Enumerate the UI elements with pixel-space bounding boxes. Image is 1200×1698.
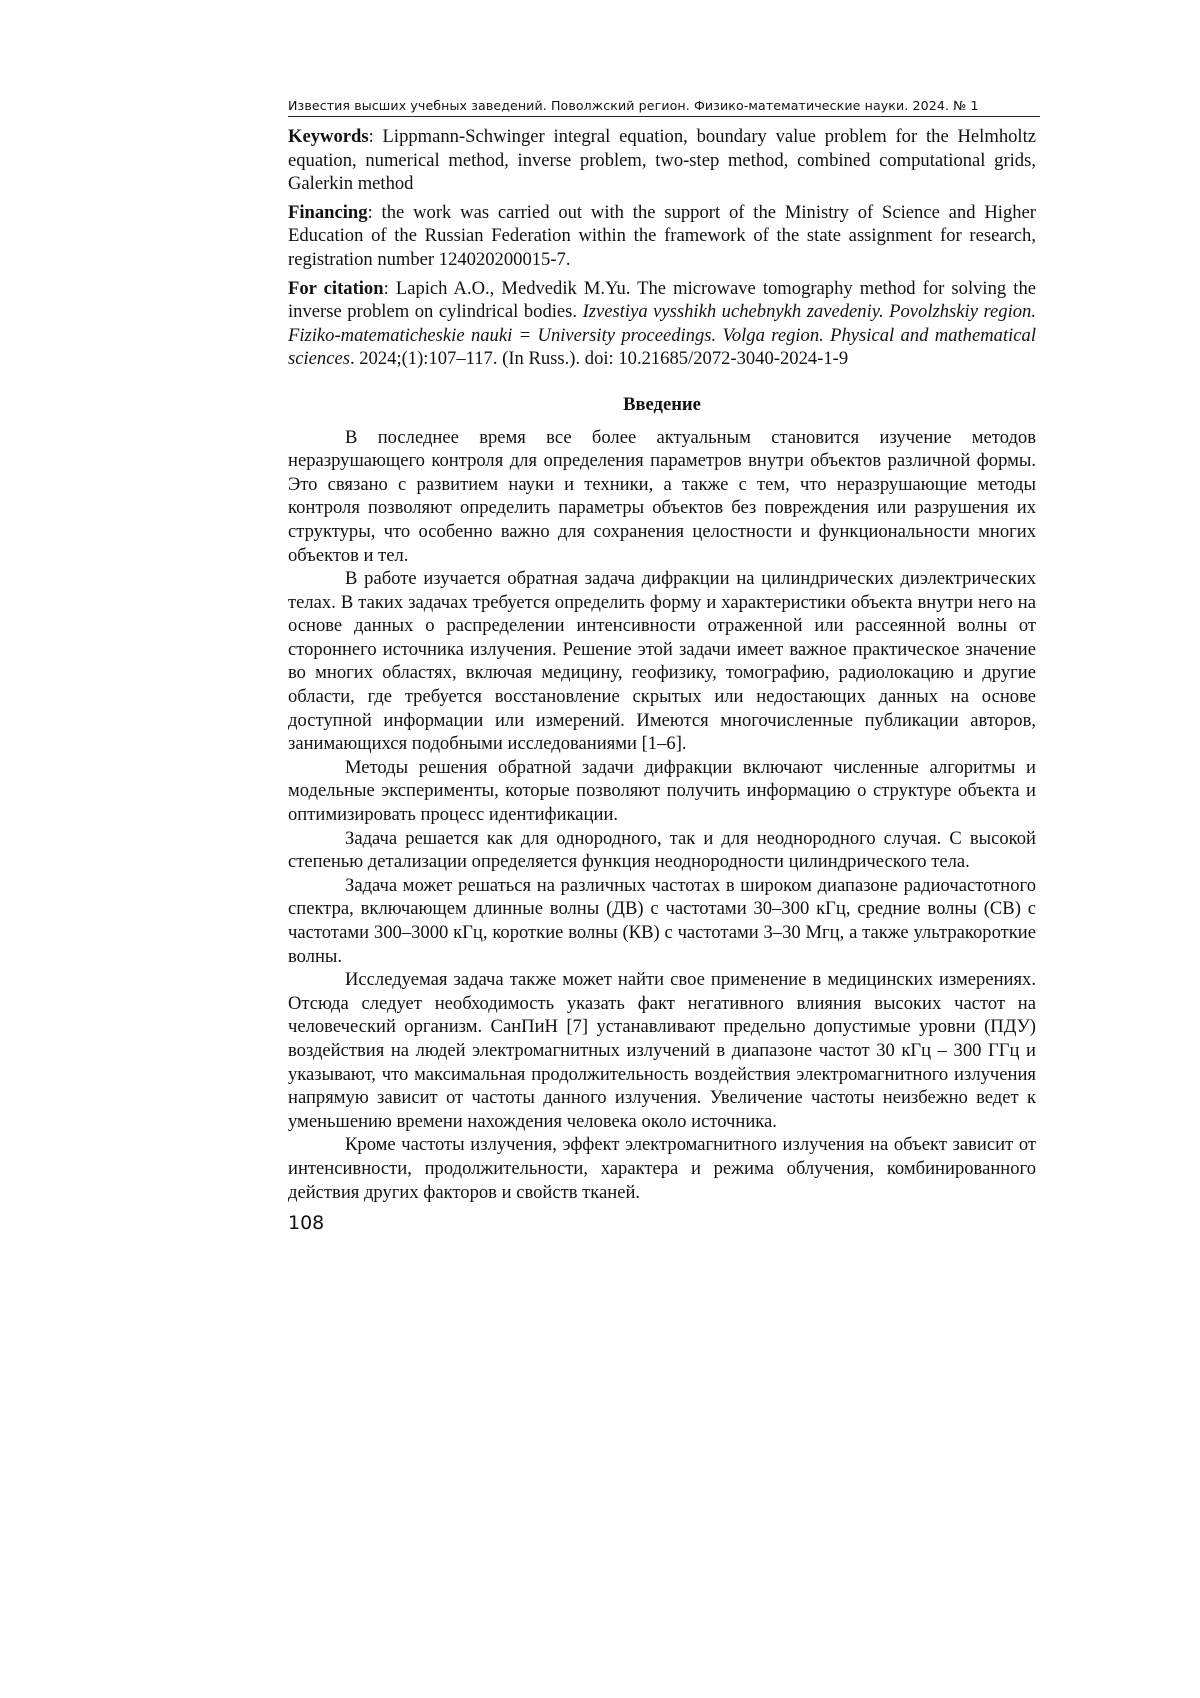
financing-text: : the work was carried out with the support of the Ministry of Science and Higher Education of the Russian Federation within the framework of the state assignment for research, registration number 124020200015-7. — [288, 201, 1036, 270]
citation-block — [288, 277, 1036, 371]
paragraph-5: Задача может решаться на различных частотах в широком диапазоне радиочастотного спектра, включающем длинные волны (ДВ) с частотами 30–300 кГц, средние волны (СВ) с частотами 300–3000 кГц, короткие волны (КВ) с частотами 3–30 Мгц, а также ультракороткие волны. — [288, 874, 1036, 967]
section-title: Введение — [623, 393, 701, 415]
citation-text-start: : Lapich A.O., Medvedik M.Yu. The microwave tomography method for solving the inverse problem on cylindrical bodies. — [288, 277, 1036, 323]
keywords-text: : Lippmann-Schwinger integral equation, boundary value problem for the Helmholtz equation, numerical method, inverse problem, two-step method, combined computational grids, Galerkin method — [288, 126, 1036, 195]
citation-text-end: . 2024;(1):107–117. (In Russ.). doi: 10.21685/2072-3040-2024-1-9 — [349, 348, 849, 370]
keywords-label: Keywords — [288, 126, 369, 147]
financing-label: Financing — [288, 201, 368, 223]
paragraph-7: Кроме частоты излучения, эффект электромагнитного излучения на объект зависит от интенсивности, продолжительности, характера и режима облучения, комбинированного действия других факторов и свойств тканей. — [288, 1134, 1036, 1203]
paragraph-2: В работе изучается обратная задача дифракции на цилиндрических диэлектрических телах. В таких задачах требуется определить форму и характеристики объекта внутри него на основе данных о распределении интенсивности отраженной или рассеянной волны от стороннего источника излучения. Решение этой задачи имеет важное практическое значение во многих областях, включая медицину, геофизику, томографию, радиолокацию и другие области, где требуется восстановление скрытых или недостающих данных на основе доступной информации или измерений. Имеются многочисленные публикации авторов, занимающихся подобными исследованиями [1–6]. — [288, 568, 1036, 755]
page — [288, 98, 1036, 1234]
running-header: Известия высших учебных заведений. Поволжский регион. Физико-математические науки. 2024. № 1 — [288, 98, 1040, 117]
citation-journal: Izvestiya vysshikh uchebnykh zavedeniy. Povolzhskiy region. Fiziko-matematicheskie nauki = University proceedings. Volga region. Physical and mathematical sciences — [288, 301, 1036, 370]
keywords-block — [288, 125, 1036, 196]
citation-label: For citation — [288, 277, 384, 299]
paragraph-6: Исследуемая задача также может найти свое применение в медицинских измерениях. Отсюда следует необходимость указать факт негативного влияния высоких частот на человеческий организм. СанПиН [7] устанавливают предельно допустимые уровни (ПДУ) воздействия на людей электромагнитных излучений в диапазоне частот 30 кГц – 300 ГГц и указывают, что максимальная продолжительность воздействия электромагнитного излучения напрямую зависит от частоты данного излучения. Увеличение частоты неизбежно ведет к уменьшению времени нахождения человека около источника. — [288, 969, 1036, 1132]
paragraph-3: Методы решения обратной задачи дифракции включают численные алгоритмы и модельные эксперименты, которые позволяют получить информацию о структуре объекта и оптимизировать процесс идентификации. — [288, 756, 1036, 826]
financing-block — [288, 201, 1036, 272]
page-number: 108 — [288, 1212, 325, 1235]
paragraph-4: Задача решается как для однородного, так и для неоднородного случая. С высокой степенью детализации определяется функция неоднородности цилиндрического тела. — [288, 827, 1036, 873]
article-body — [288, 125, 1036, 1204]
paragraph-1: В последнее время все более актуальным становится изучение методов неразрушающего контроля для определения параметров внутри объектов различной формы. Это связано с развитием науки и техники, а также с тем, что неразрушающие методы контроля позволяют определить параметры объектов без повреждения или разрушения их структуры, что особенно важно для сохранения целостности и функциональности многих объектов и тел. — [288, 426, 1036, 566]
